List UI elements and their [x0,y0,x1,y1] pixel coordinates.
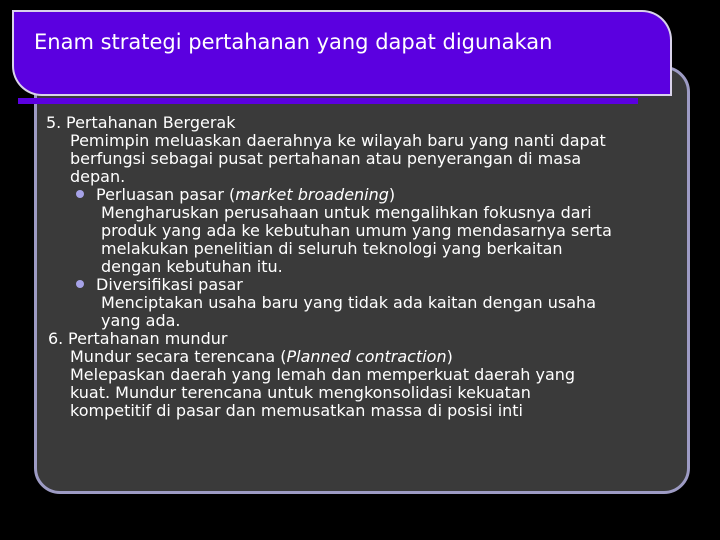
item-number: 5. [46,113,62,132]
item-text-line: kuat. Mundur terencana untuk mengkonsolidasi kekuatan [70,383,531,402]
item-heading: Pertahanan mundur [68,329,228,348]
item-text-line: berfungsi sebagai pusat pertahanan atau penyerangan di masa [70,149,582,168]
item-subheading [70,348,674,366]
item-text-line: kompetitif di pasar dan memusatkan massa di posisi inti [70,401,523,420]
subheading-italic: Planned contraction [286,347,447,366]
item-6-heading-line [48,330,674,348]
title-area [0,0,720,110]
bullet-text-line: Mengharuskan perusahaan untuk mengalihkan fokusnya dari [101,203,592,222]
bullet-text-line: melakukan penelitian di seluruh teknologi yang berkaitan [101,239,563,258]
item-number: 6. [48,329,64,348]
bullet-text-line: produk yang ada ke kebutuhan umum yang mendasarnya serta [101,221,612,240]
bullet-text-line: Menciptakan usaha baru yang tidak ada kaitan dengan usaha [101,293,596,312]
bullet-dot-icon [76,280,84,288]
bullet-dot-icon [76,190,84,198]
bullet-label: Diversifikasi pasar [96,275,243,294]
subheading-end: ) [446,347,453,366]
bullet-text-line: yang ada. [101,311,181,330]
item-5-heading-line [46,114,674,132]
bullet-label: Perluasan pasar ( [96,185,236,204]
slide-body [44,114,674,420]
bullet-item-perluasan [76,186,674,204]
item-text-line: depan. [70,167,126,186]
bullet-label-end: ) [388,185,396,204]
item-heading: Pertahanan Bergerak [66,113,236,132]
bullet-text-line: dengan kebutuhan itu. [101,257,283,276]
bullet-label-italic: market broadening [235,185,389,204]
subheading-text: Mundur secara terencana ( [70,347,287,366]
item-text-line: Melepaskan daerah yang lemah dan memperkuat daerah yang [70,365,576,384]
bullet-item-diversifikasi [76,276,674,294]
slide-title: Enam strategi pertahanan yang dapat digunakan [34,30,553,54]
title-underline-bar [18,98,638,104]
item-text-line: Pemimpin meluaskan daerahnya ke wilayah baru yang nanti dapat [70,131,606,150]
